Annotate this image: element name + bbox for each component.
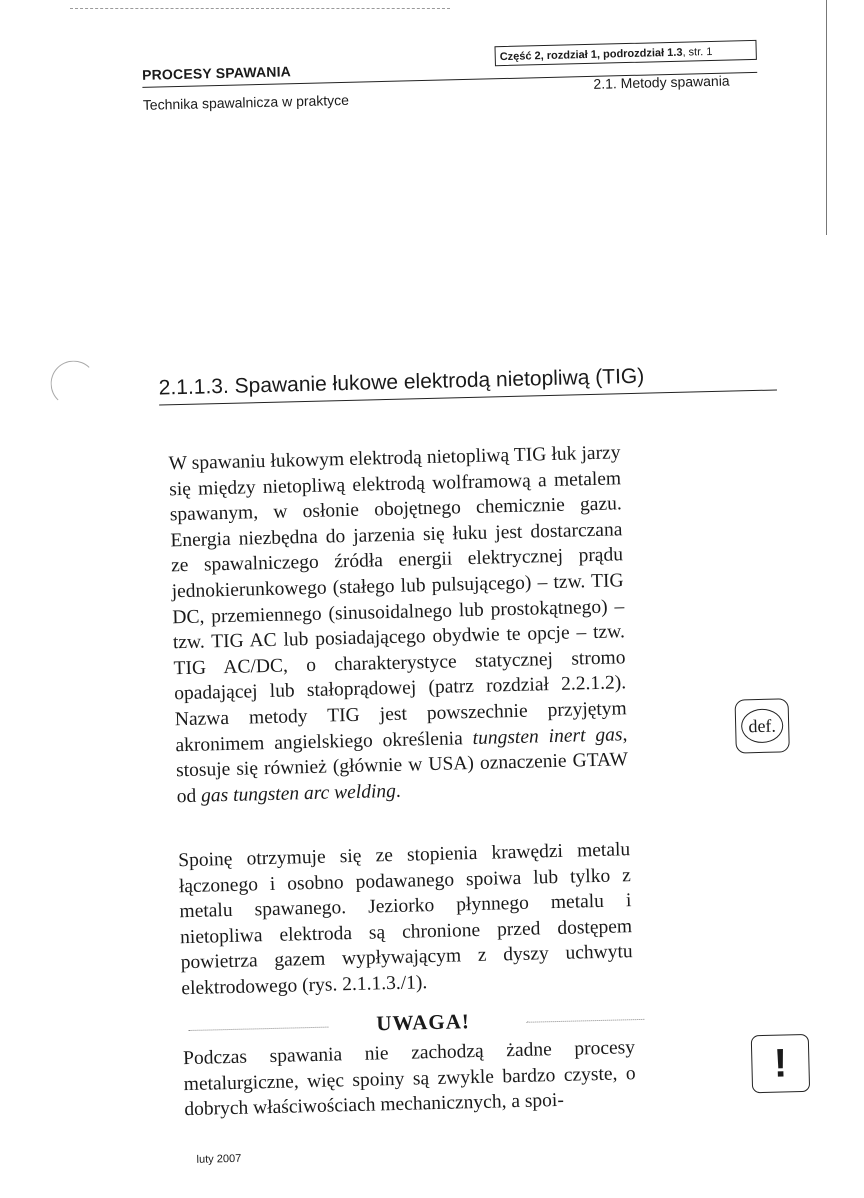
paragraph-intro-part-b: , stosuje się również (głównie w USA) oznaczenie GTAW od	[175, 723, 629, 807]
term-tungsten-inert-gas: tungsten inert gas	[472, 723, 623, 749]
location-mid: , podrozdział	[596, 47, 668, 61]
definition-icon-label: def.	[748, 715, 777, 736]
header-subtitle: Technika spawalnicza w praktyce	[142, 91, 350, 113]
definition-icon-ring	[741, 708, 784, 743]
paragraph-intro-part-c: .	[395, 780, 401, 802]
term-gas-tungsten-arc-welding: gas tungsten arc welding	[200, 780, 397, 807]
warning-icon-glyph: !	[773, 1040, 788, 1086]
warning-rule-right	[526, 1019, 644, 1023]
warning-icon	[751, 1034, 810, 1093]
punch-hole-mark	[50, 360, 97, 407]
location-chapter: 1	[590, 48, 598, 61]
paragraph-intro-part-a: W spawaniu łukowym elektrodą nietopliwą TIG łuk jarzy się między nietopliwą elektrodą wolframową a metalem spawanym, w osłonie obojętnego chemicznie gazu. Energia niezbędna do jarzenia się łuku jest dostarczana ze spawalniczego źródła energii elektrycznej prądu jednokierunkowego (stałego lub pulsującego) – tzw. TIG DC, przemiennego (sinusoidalnego lub prostokątnego) – tzw. TIG AC lub posiadającego obydwie te opcje – tzw. TIG AC/DC, o charakterystyce statycznej stromo opadającej lub stałoprądowej (patrz rozdział 2.2.1.2). Nazwa metody TIG jest powszechnie przyjętym akronimem angielskiego określenia	[168, 442, 627, 756]
section-title: 2.1.1.3. Spawanie łukowe elektrodą nietopliwą (TIG)	[158, 364, 645, 400]
header-section-ref: 2.1. Metody spawania	[593, 72, 730, 92]
location-page: , str. 1	[682, 45, 713, 59]
footer-date: luty 2007	[196, 1152, 242, 1166]
warning-rule-left	[188, 1027, 328, 1031]
header-title: PROCESY SPAWANIA	[141, 63, 292, 83]
paragraph-warning: Podczas spawania nie zachodzą żadne procesy metalurgiczne, więc spoiny są zwykle bardzo czyste, o dobrych właściwościach mechanicznych, a spoi-	[182, 1037, 636, 1121]
paragraph-weld: Spoinę otrzymuje się ze stopienia krawędzi metalu łączonego i osobno podawanego spoiwa lub tylko z metalu spawanego. Jeziorko płynnego metalu i nietopliwa elektroda są chronione przed dostępem powietrza gazem wypływającym z dyszy uchwytu elektrodowego (rys. 2.1.1.3./1).	[178, 839, 633, 1000]
paragraph-intro	[168, 440, 629, 809]
warning-heading: UWAGA!	[376, 1009, 471, 1036]
location-subchapter: 1.3	[667, 46, 683, 60]
location-part: Część 2, rozdział	[499, 48, 591, 64]
header-location-box	[494, 40, 756, 66]
definition-icon	[735, 698, 790, 753]
